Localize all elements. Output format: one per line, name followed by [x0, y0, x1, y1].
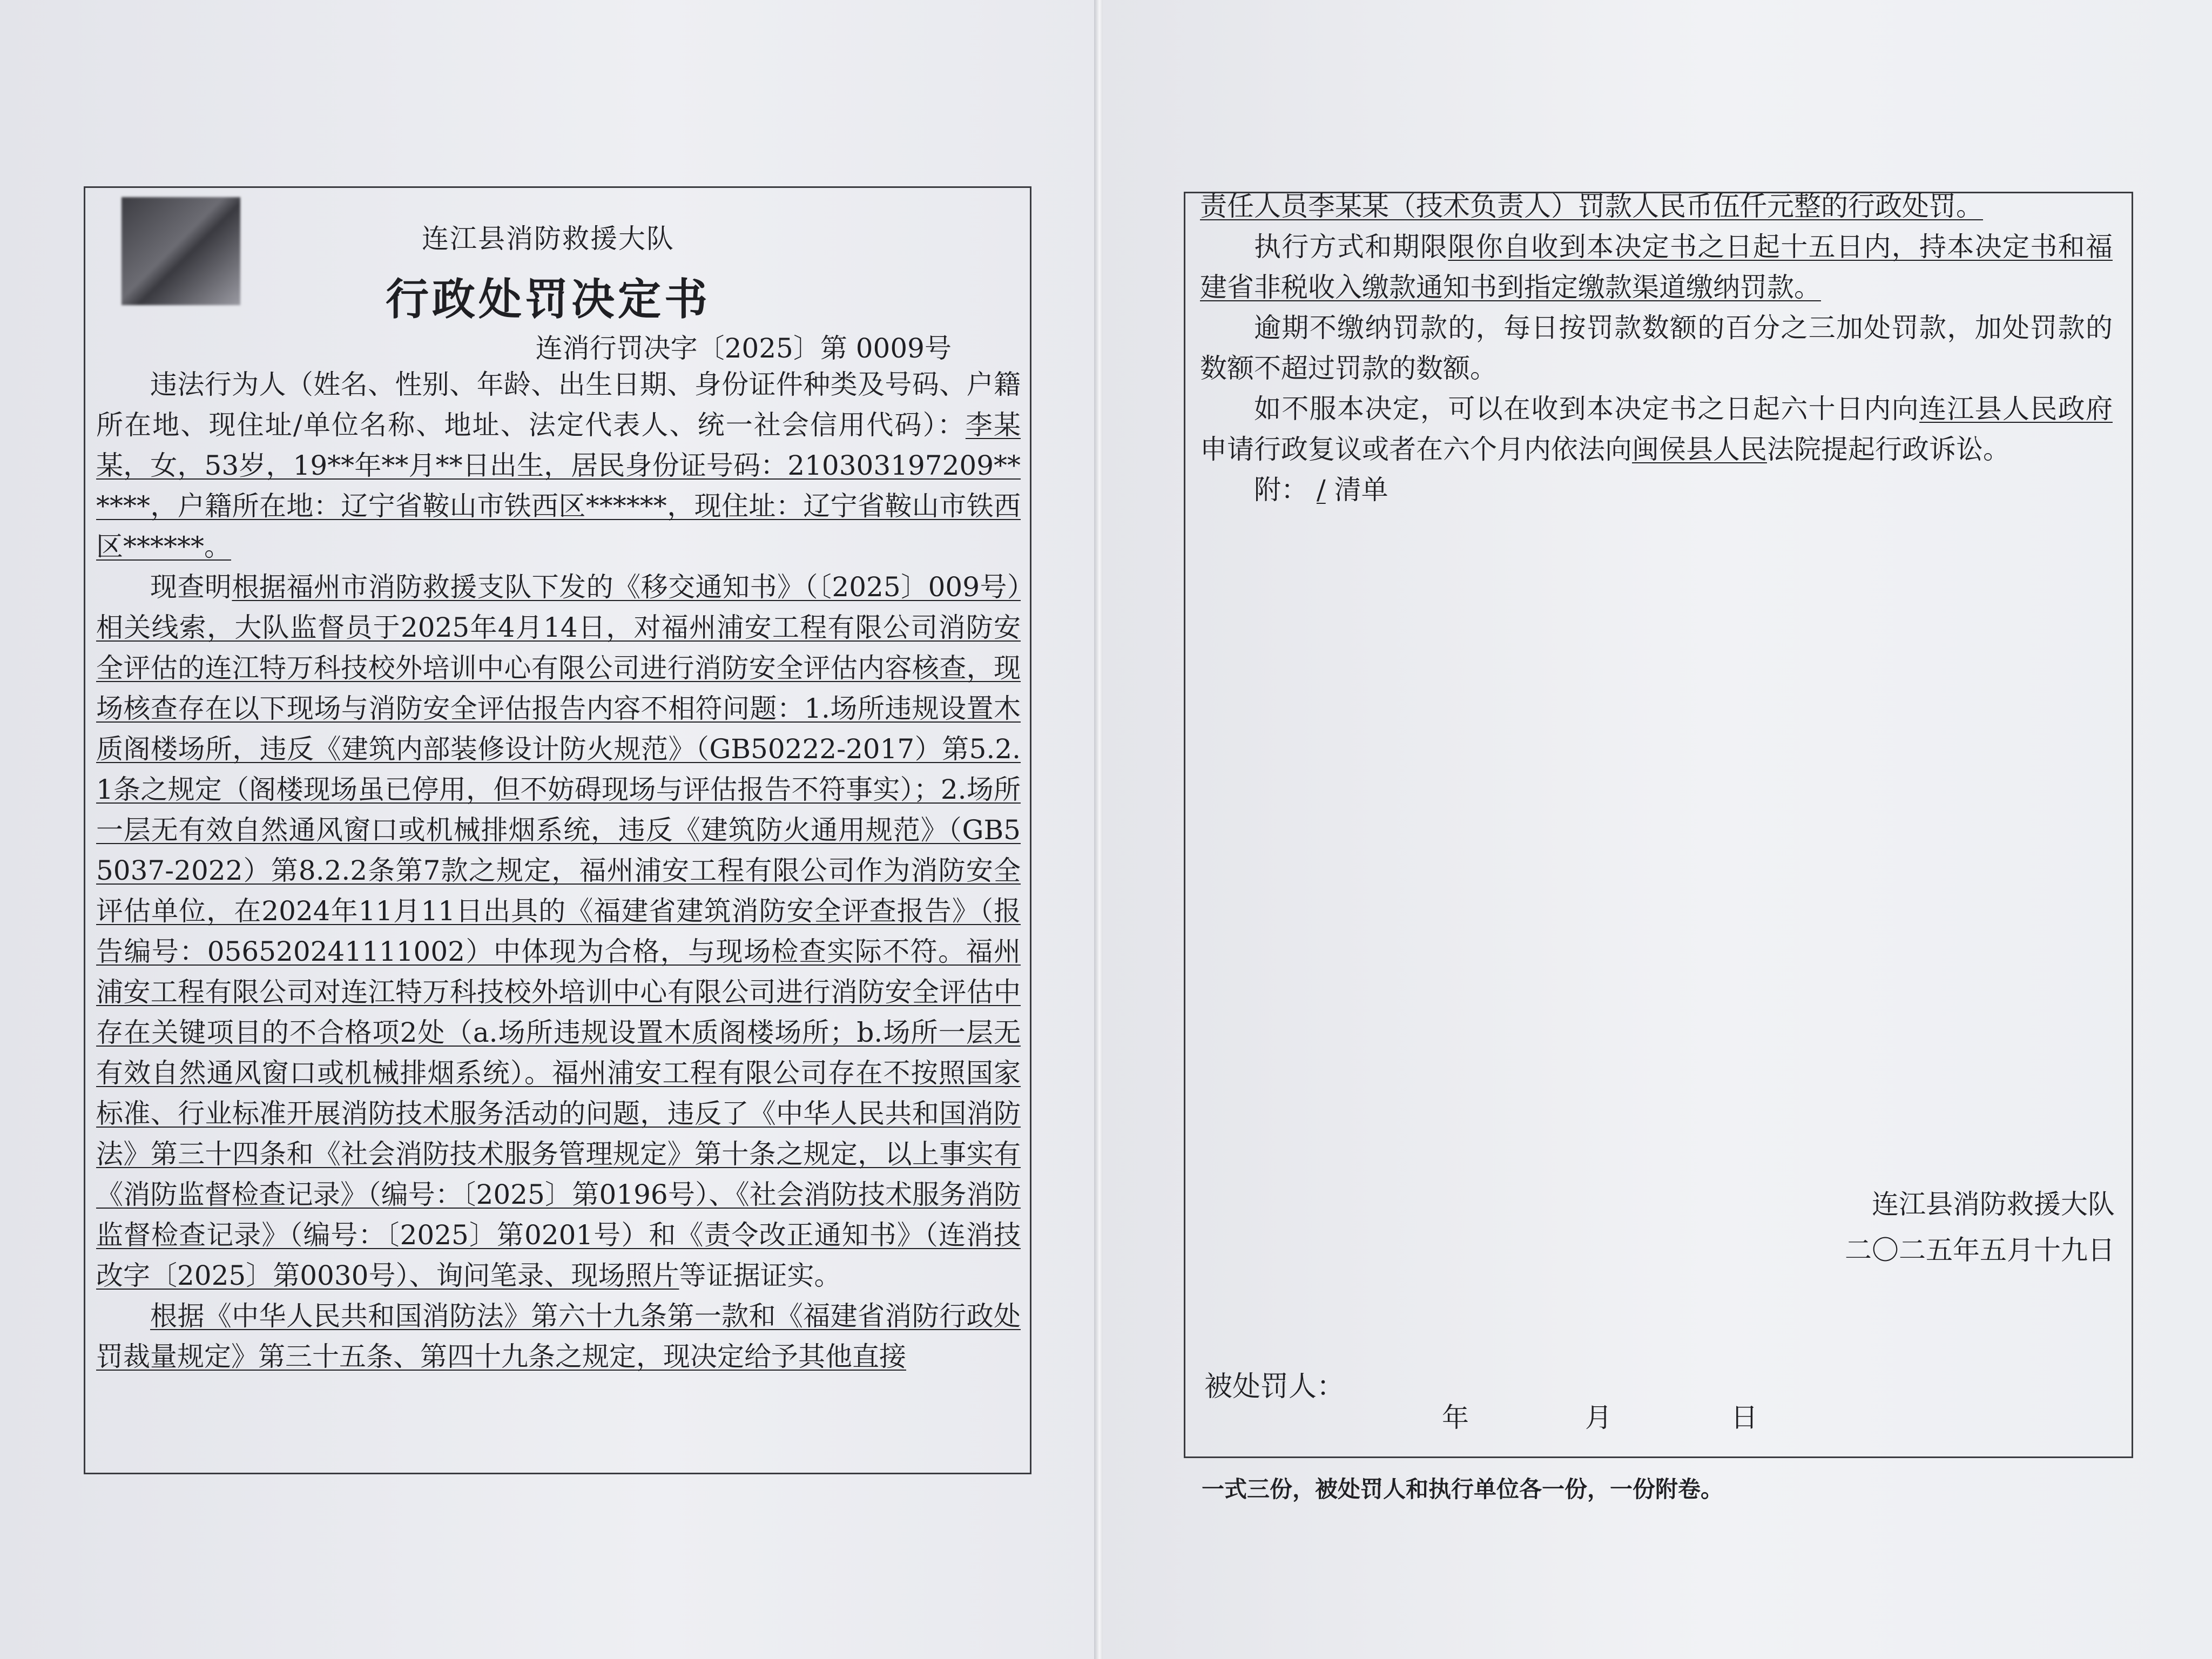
receipt-month: 月	[1585, 1402, 1612, 1433]
basis-paragraph	[96, 1296, 1021, 1377]
appeal-text-a: 如不服本决定，可以在收到本决定书之日起六十日内向	[1254, 393, 1919, 424]
signature-org: 连江县消防救援大队	[1872, 1189, 2115, 1220]
execution-content: 限你自收到本决定书之日起十五日内，持本决定书和福建省非税收入缴款通知书到指定缴款渠道缴纳罚款。	[1200, 231, 2113, 303]
offender-label: 违法行为人（姓名、性别、年龄、出生日期、身份证件种类及号码、户籍所在地、现住址/单位名称、地址、法定代表人、统一社会信用代码）：	[96, 369, 1021, 441]
appeal-paragraph	[1200, 389, 2113, 470]
attachment-value: /	[1316, 474, 1326, 505]
signature-date: 二〇二五年五月十九日	[1845, 1235, 2115, 1266]
penalty-content: 责任人员李某某（技术负责人）罚款人民币伍仟元整的行政处罚。	[1200, 191, 1983, 222]
receipt-year: 年	[1442, 1402, 1469, 1433]
penalized-party-label: 被处罚人：	[1204, 1371, 1345, 1403]
left-body-text	[96, 365, 1021, 1377]
issuing-org: 连江县消防救援大队	[422, 223, 675, 254]
execution-label: 执行方式和期限	[1254, 231, 1448, 262]
appeal-text-b: 申请行政复议或者在六个月内依法向	[1200, 434, 1632, 465]
attachment-line	[1200, 470, 2113, 510]
basis-content: 根据《中华人民共和国消防法》第六十九条第一款和《福建省消防行政处罚裁量规定》第三十五条、第四十九条之规定，现决定给予其他直接	[96, 1300, 1021, 1372]
offender-paragraph	[96, 365, 1021, 567]
receipt-day: 日	[1731, 1402, 1758, 1433]
penalty-continuation	[1200, 186, 2113, 227]
facts-content: 根据福州市消防救援支队下发的《移交通知书》（〔2025〕009号）相关线索，大队监督员于2025年4月14日，对福州浦安工程有限公司消防安全评估的连江特万科技校外培训中心有限公司进行消防安全评估内容核查，现场核查存在以下现场与消防安全评估报告内容不相符问题：1.场所违规设置木质阁楼场所，违反《建筑内部装修设计防火规范》（GB50222-2017）第5.2.1条之规定（阁楼现场虽已停用，但不妨碍现场与评估报告不符事实）；2.场所一层无有效自然通风窗口或机械排烟系统，违反《建筑防火通用规范》（GB55037-2022）第8.2.2条第7款之规定，福州浦安工程有限公司作为消防安全评估单位，在2024年11月11日出具的《福建省建筑消防安全评查报告》（报告编号：056520241111002）中体现为合格，与现场检查实际不符。福州浦安工程有限公司对连江特万科技校外培训中心有限公司进行消防安全评估中存在关键项目的不合格项2处（a.场所违规设置木质阁楼场所；b.场所一层无有效自然通风窗口或机械排烟系统）。福州浦安工程有限公司存在不按照国家标准、行业标准开展消防技术服务活动的问题，违反了《中华人民共和国消防法》第三十四条和《社会消防技术服务管理规定》第十条之规定，以上事实有《消防监督检查记录》（编号：〔2025〕第0196号）、《社会消防技术服务消防监督检查记录》（编号：〔2025〕第0201号）和《责令改正通知书》（连消技改字〔2025〕第0030号）、询问笔录、现场照片	[96, 571, 1021, 1291]
facts-suffix: 等证据证实。	[679, 1260, 841, 1291]
offender-info: 李某某，女，53岁，19**年**月**日出生，居民身份证号码：210303197209******，户籍所在地：辽宁省鞍山市铁西区******，现住址：辽宁省鞍山市铁西区******。	[96, 409, 1021, 562]
facts-label: 现查明	[150, 571, 232, 603]
appeal-text-c: 法院提起行政诉讼。	[1767, 434, 2010, 465]
attachment-label: 附：	[1254, 474, 1308, 505]
left-page	[0, 0, 1096, 1659]
court-name: 闽侯县人民	[1632, 434, 1767, 465]
document-title: 行政处罚决定书	[386, 274, 711, 325]
execution-paragraph	[1200, 227, 2113, 308]
late-payment-paragraph: 逾期不缴纳罚款的，每日按罚款数额的百分之三加处罚款，加处罚款的数额不超过罚款的数额。	[1200, 312, 2113, 384]
attachment-suffix: 清单	[1334, 474, 1388, 505]
document-number: 连消行罚决字〔2025〕第 0009号	[535, 333, 952, 364]
facts-paragraph	[96, 567, 1021, 1296]
copies-note: 一式三份，被处罚人和执行单位各一份，一份附卷。	[1202, 1476, 1724, 1502]
review-authority: 连江县人民政府	[1919, 393, 2113, 424]
right-body-text	[1200, 186, 2113, 510]
